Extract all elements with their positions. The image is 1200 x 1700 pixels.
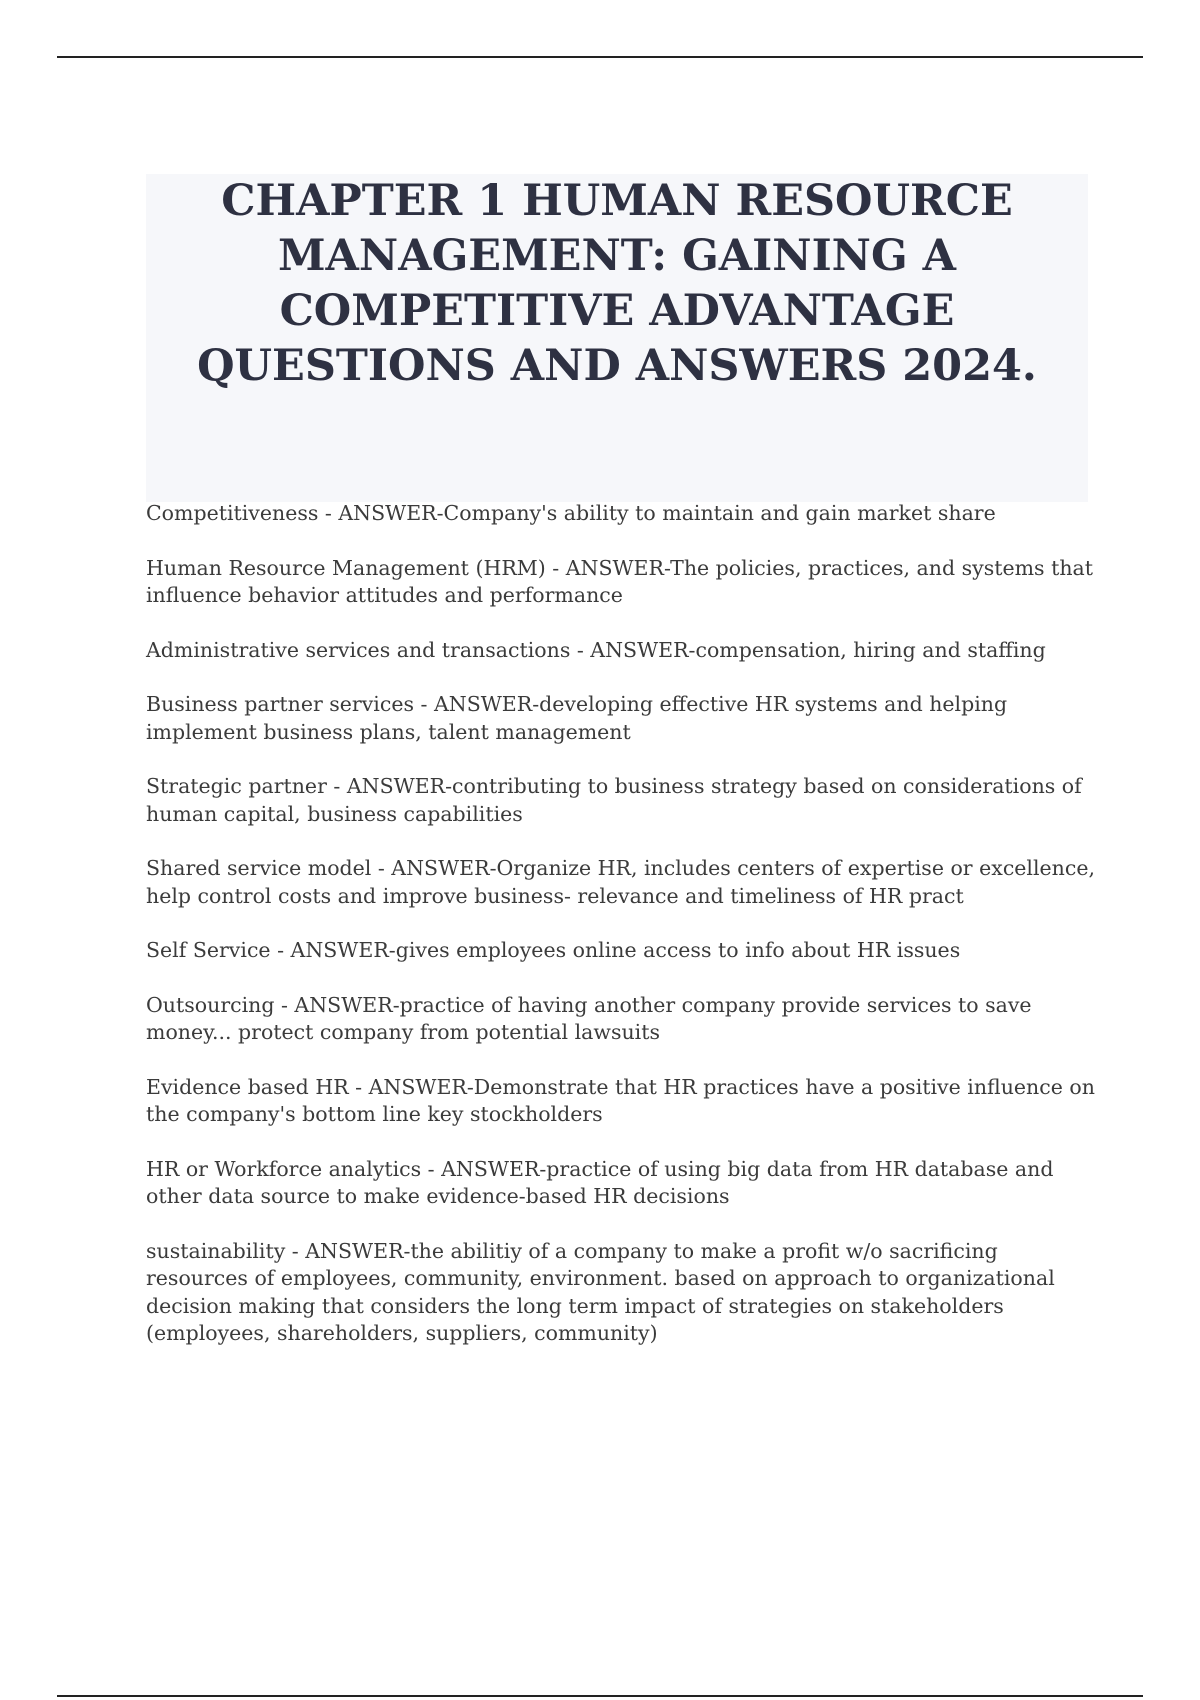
qa-entry-administrative-services: Administrative services and transactions - ANSWER-compensation, hiring and staffing	[146, 637, 1046, 662]
qa-entry-sustainability: sustainability - ANSWER-the abilitiy of a company to make a profit w/o sacrificing resources of employees, community, environment. based on approach to organizational decision making that considers the long term impact of strategies on stakeholders (employees, shareholders, suppliers, community)	[146, 1238, 1055, 1345]
qa-entry-business-partner-services: Business partner services - ANSWER-developing effective HR systems and helping implement business plans, talent management	[146, 692, 1008, 744]
qa-list	[146, 500, 1096, 1375]
bottom-rule	[57, 1695, 1143, 1697]
qa-entry-self-service: Self Service - ANSWER-gives employees online access to info about HR issues	[146, 938, 961, 962]
qa-entry-strategic-partner: Strategic partner - ANSWER-contributing to business strategy based on considerations of human capital, business capabilities	[146, 774, 1082, 826]
qa-entry-workforce-analytics: HR or Workforce analytics - ANSWER-practice of using big data from HR database and other data source to make evidence-based HR decisions	[146, 1156, 1054, 1208]
qa-entry-outsourcing: Outsourcing - ANSWER-practice of having another company provide services to save money... protect company from potential lawsuits	[146, 992, 1032, 1044]
qa-entry-evidence-based-hr: Evidence based HR - ANSWER-Demonstrate that HR practices have a positive influence on the company's bottom line key stockholders	[146, 1074, 1095, 1126]
qa-entry-competitiveness: Competitiveness - ANSWER-Company's ability to maintain and gain market share	[146, 501, 996, 525]
top-rule	[57, 56, 1143, 58]
qa-entry-shared-service-model: Shared service model - ANSWER-Organize HR, includes centers of expertise or excellence, help control costs and improve business- relevance and timeliness of HR pract	[146, 856, 1096, 908]
title-block	[146, 174, 1088, 502]
qa-entry-hrm: Human Resource Management (HRM) - ANSWER-The policies, practices, and systems that influence behavior attitudes and performance	[146, 555, 1093, 607]
document-title: CHAPTER 1 HUMAN RESOURCE MANAGEMENT: GAINING A COMPETITIVE ADVANTAGE QUESTIONS AND ANSWERS 2024.	[197, 176, 1037, 391]
